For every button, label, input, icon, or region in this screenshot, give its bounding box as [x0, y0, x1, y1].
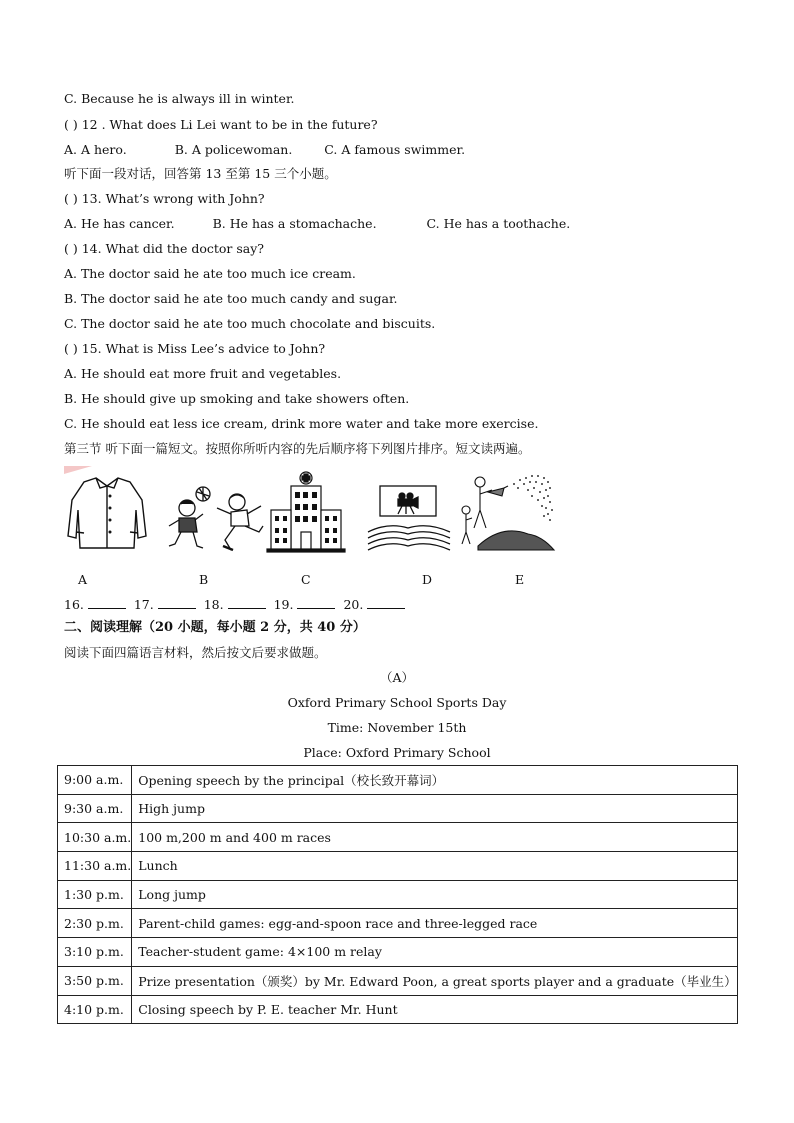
schedule-time: 9:00 a.m. — [58, 766, 132, 795]
question-13 — [64, 191, 265, 207]
schedule-row — [58, 909, 738, 938]
schedule-time: 1:30 p.m. — [58, 880, 132, 909]
answer-blanks — [64, 596, 409, 613]
answer-paren[interactable]: ( ) — [64, 241, 78, 256]
passage-label: （A） — [379, 670, 415, 685]
schedule-activity: 100 m,200 m and 400 m races — [132, 823, 737, 852]
schedule-time: 3:10 p.m. — [58, 938, 132, 967]
answer-blank-16[interactable] — [88, 596, 126, 609]
shirt-picture — [66, 470, 148, 550]
schedule-row — [58, 966, 738, 995]
schedule-activity: High jump — [132, 794, 737, 823]
answer-blank-17[interactable] — [158, 596, 196, 609]
answer-paren[interactable]: ( ) — [64, 191, 78, 206]
q14-option-b: B. The doctor said he ate too much candy and sugar. — [64, 291, 398, 306]
schedule-time: 10:30 a.m. — [58, 823, 132, 852]
blank-label-16: 16. — [64, 597, 84, 612]
q14-option-c: C. The doctor said he ate too much chocolate and biscuits. — [64, 316, 436, 331]
q15-option-b: B. He should give up smoking and take showers often. — [64, 391, 410, 406]
answer-paren[interactable]: ( ) — [64, 117, 78, 132]
dialogue-intro: 听下面一段对话，回答第 13 至第 15 三个小题。 — [64, 166, 337, 181]
blank-label-20: 20. — [343, 597, 364, 612]
option-c: C. He has a toothache. — [426, 216, 571, 231]
schedule-activity: Parent-child games: egg-and-spoon race and three-legged race — [132, 909, 737, 938]
schedule-table — [57, 765, 738, 1024]
answer-blank-20[interactable] — [367, 596, 405, 609]
hospital-picture — [265, 470, 347, 554]
q12-options — [64, 142, 465, 158]
blank-label-17: 17. — [133, 597, 154, 612]
schedule-row — [58, 794, 738, 823]
schedule-activity: Opening speech by the principal（校长致开幕词） — [132, 766, 737, 795]
blank-label-19: 19. — [273, 597, 294, 612]
schedule-row — [58, 938, 738, 967]
option-b: B. He has a stomachache. — [212, 216, 377, 231]
answer-blank-19[interactable] — [297, 596, 335, 609]
schedule-row — [58, 823, 738, 852]
reading-heading: 二、阅读理解（20 小题，每小题 2 分，共 40 分） — [64, 620, 366, 635]
schedule-time: 11:30 a.m. — [58, 852, 132, 881]
question-14 — [64, 241, 264, 257]
event-place: Place: Oxford Primary School — [303, 745, 491, 760]
question-text: 15. What is Miss Lee’s advice to John? — [81, 341, 326, 356]
schedule-row — [58, 852, 738, 881]
question-15 — [64, 341, 325, 357]
event-title: Oxford Primary School Sports Day — [287, 695, 507, 710]
schedule-activity: Teacher-student game: 4×100 m relay — [132, 938, 737, 967]
q13-options — [64, 216, 570, 232]
answer-blank-18[interactable] — [228, 596, 266, 609]
schedule-time: 2:30 p.m. — [58, 909, 132, 938]
q15-option-a: A. He should eat more fruit and vegetables. — [64, 366, 342, 381]
schedule-time: 4:10 p.m. — [58, 995, 132, 1024]
schedule-row — [58, 995, 738, 1024]
schedule-time: 3:50 p.m. — [58, 966, 132, 995]
option-c: C. A famous swimmer. — [324, 142, 466, 157]
blank-label-18: 18. — [203, 597, 224, 612]
schedule-row — [58, 880, 738, 909]
picture-label-e: E — [515, 572, 525, 587]
section3-instruction: 第三节 听下面一篇短文。按照你所听内容的先后顺序将下列图片排序。短文读两遍。 — [64, 441, 531, 456]
kids-football-picture — [165, 470, 265, 554]
picture-label-c: C — [301, 572, 311, 587]
picture-label-d: D — [422, 572, 433, 587]
picture-label-b: B — [199, 572, 209, 587]
schedule-activity: Long jump — [132, 880, 737, 909]
cinema-picture — [366, 470, 452, 554]
reading-instruction: 阅读下面四篇语言材料，然后按文后要求做题。 — [64, 645, 327, 660]
option-a: A. A hero. — [64, 142, 127, 157]
question-text: 13. What’s wrong with John? — [81, 191, 265, 206]
question-text: 14. What did the doctor say? — [81, 241, 264, 256]
answer-paren[interactable]: ( ) — [64, 341, 78, 356]
option-a: A. He has cancer. — [64, 216, 175, 231]
question-text: 12 . What does Li Lei want to be in the future? — [81, 117, 378, 132]
q15-option-c: C. He should eat less ice cream, drink more water and take more exercise. — [64, 416, 539, 431]
q11-option-c: C. Because he is always ill in winter. — [64, 91, 295, 106]
q14-option-a: A. The doctor said he ate too much ice cream. — [64, 266, 356, 281]
schedule-activity: Lunch — [132, 852, 737, 881]
schedule-activity: Closing speech by P. E. teacher Mr. Hunt — [132, 995, 737, 1024]
schedule-time: 9:30 a.m. — [58, 794, 132, 823]
watering-picture — [458, 470, 556, 554]
question-12 — [64, 117, 378, 133]
picture-label-a: A — [78, 572, 88, 587]
option-b: B. A policewoman. — [174, 142, 293, 157]
schedule-activity: Prize presentation（颁奖）by Mr. Edward Poon, a great sports player and a graduate（毕业生） — [132, 966, 737, 995]
event-time: Time: November 15th — [327, 720, 467, 735]
schedule-row — [58, 766, 738, 795]
